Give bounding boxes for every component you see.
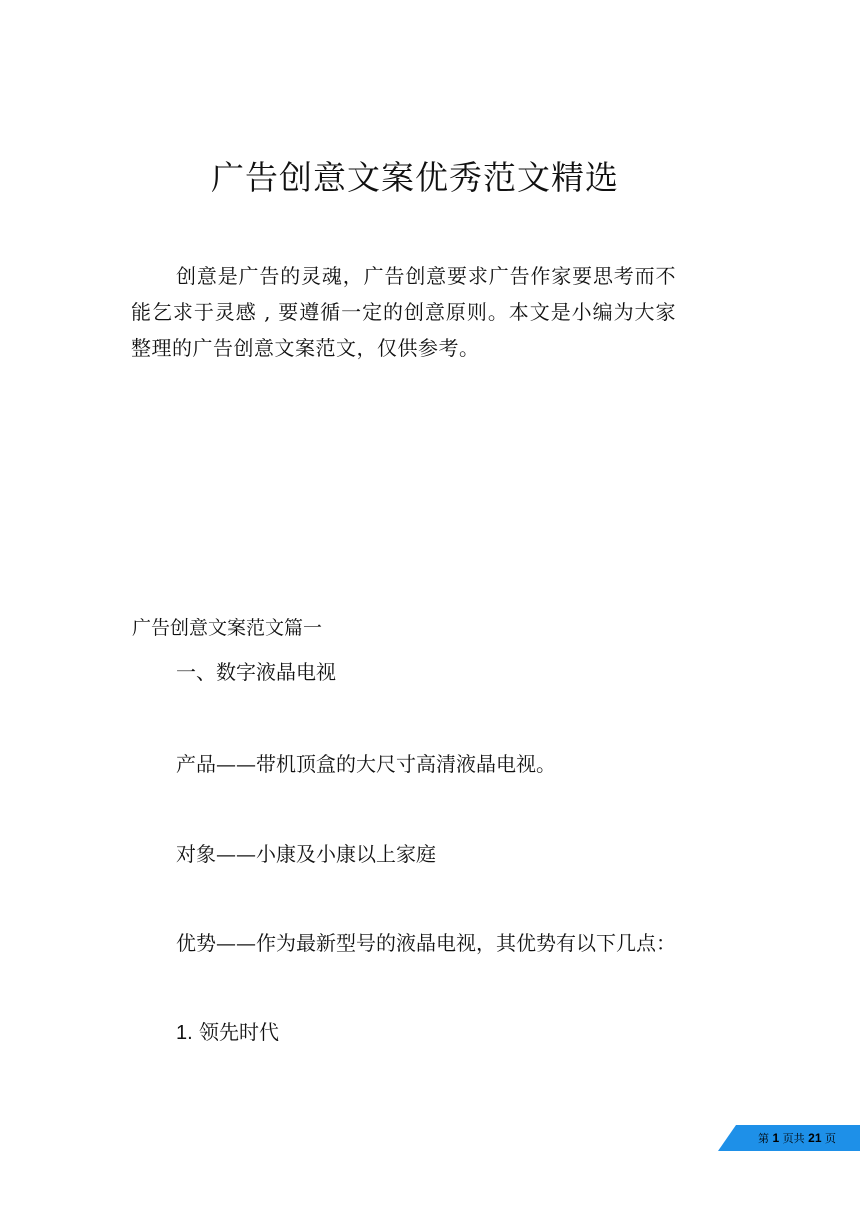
page-indicator <box>738 1125 856 1151</box>
page-prefix: 第 <box>757 1132 773 1145</box>
audience-line: 对象——小康及小康以上家庭 <box>176 842 436 866</box>
advantage-line: 优势——作为最新型号的液晶电视，其优势有以下几点： <box>176 931 676 955</box>
subheading: 一、数字液晶电视 <box>176 660 336 684</box>
product-line: 产品——带机顶盒的大尺寸高清液晶电视。 <box>176 752 556 776</box>
page-number-footer <box>718 1125 860 1151</box>
list-item-number: 1. <box>176 1022 193 1044</box>
current-page-number: 1 <box>772 1131 780 1145</box>
page-middle: 页共 <box>779 1132 809 1145</box>
section-heading: 广告创意文案范文篇一 <box>132 617 323 639</box>
total-pages-number: 21 <box>808 1131 822 1145</box>
list-item <box>176 1018 279 1047</box>
page-suffix: 页 <box>821 1132 837 1145</box>
list-item-text: 领先时代 <box>192 1020 280 1044</box>
intro-paragraph: 创意是广告的灵魂，广告创意要求广告作家要思考而不能乞求于灵感 , 要遵循一定的创意原则。本文是小编为大家整理的广告创意文案范文，仅供参考。 <box>131 264 676 360</box>
document-title: 广告创意文案优秀范文精选 <box>211 158 619 197</box>
